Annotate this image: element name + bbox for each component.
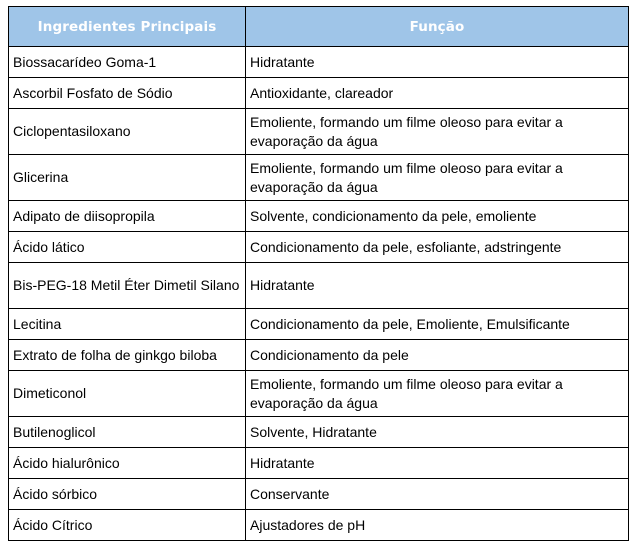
ingredient-cell: Butilenoglicol xyxy=(9,417,246,448)
table-row xyxy=(9,448,629,479)
table-row xyxy=(9,78,629,109)
ingredient-cell: Ciclopentasiloxano xyxy=(9,109,246,155)
function-cell: Hidratante xyxy=(246,263,629,309)
ingredient-cell: Ácido Cítrico xyxy=(9,510,246,541)
function-cell: Condicionamento da pele xyxy=(246,340,629,371)
function-cell: Ajustadores de pH xyxy=(246,510,629,541)
table-row xyxy=(9,263,629,309)
ingredients-table-container xyxy=(8,6,628,541)
table-row xyxy=(9,340,629,371)
ingredient-cell: Ácido hialurônico xyxy=(9,448,246,479)
table-row xyxy=(9,417,629,448)
function-cell: Conservante xyxy=(246,479,629,510)
function-cell: Solvente, condicionamento da pele, emoliente xyxy=(246,201,629,232)
ingredient-cell: Biossacarídeo Goma-1 xyxy=(9,47,246,78)
table-row xyxy=(9,109,629,155)
function-cell: Antioxidante, clareador xyxy=(246,78,629,109)
ingredient-cell: Bis-PEG-18 Metil Éter Dimetil Silano xyxy=(9,263,246,309)
header-function: Função xyxy=(246,7,629,47)
ingredient-cell: Dimeticonol xyxy=(9,371,246,417)
table-row xyxy=(9,155,629,201)
table-row xyxy=(9,510,629,541)
function-cell: Emoliente, formando um filme oleoso para evitar a evaporação da água xyxy=(246,155,629,201)
ingredient-cell: Ácido lático xyxy=(9,232,246,263)
ingredient-cell: Adipato de diisopropila xyxy=(9,201,246,232)
header-ingredients: Ingredientes Principais xyxy=(9,7,246,47)
ingredient-cell: Lecitina xyxy=(9,309,246,340)
function-cell: Hidratante xyxy=(246,47,629,78)
table-row xyxy=(9,47,629,78)
function-cell: Condicionamento da pele, esfoliante, adstringente xyxy=(246,232,629,263)
function-cell: Solvente, Hidratante xyxy=(246,417,629,448)
table-row xyxy=(9,232,629,263)
table-row xyxy=(9,371,629,417)
ingredient-cell: Extrato de folha de ginkgo biloba xyxy=(9,340,246,371)
function-cell: Emoliente, formando um filme oleoso para evitar a evaporação da água xyxy=(246,109,629,155)
function-cell: Hidratante xyxy=(246,448,629,479)
table-header-row xyxy=(9,7,629,47)
ingredient-cell: Ascorbil Fosfato de Sódio xyxy=(9,78,246,109)
ingredients-table xyxy=(8,6,629,541)
function-cell: Condicionamento da pele, Emoliente, Emulsificante xyxy=(246,309,629,340)
table-row xyxy=(9,479,629,510)
function-cell: Emoliente, formando um filme oleoso para evitar a evaporação da água xyxy=(246,371,629,417)
table-row xyxy=(9,201,629,232)
ingredient-cell: Ácido sórbico xyxy=(9,479,246,510)
ingredient-cell: Glicerina xyxy=(9,155,246,201)
table-row xyxy=(9,309,629,340)
